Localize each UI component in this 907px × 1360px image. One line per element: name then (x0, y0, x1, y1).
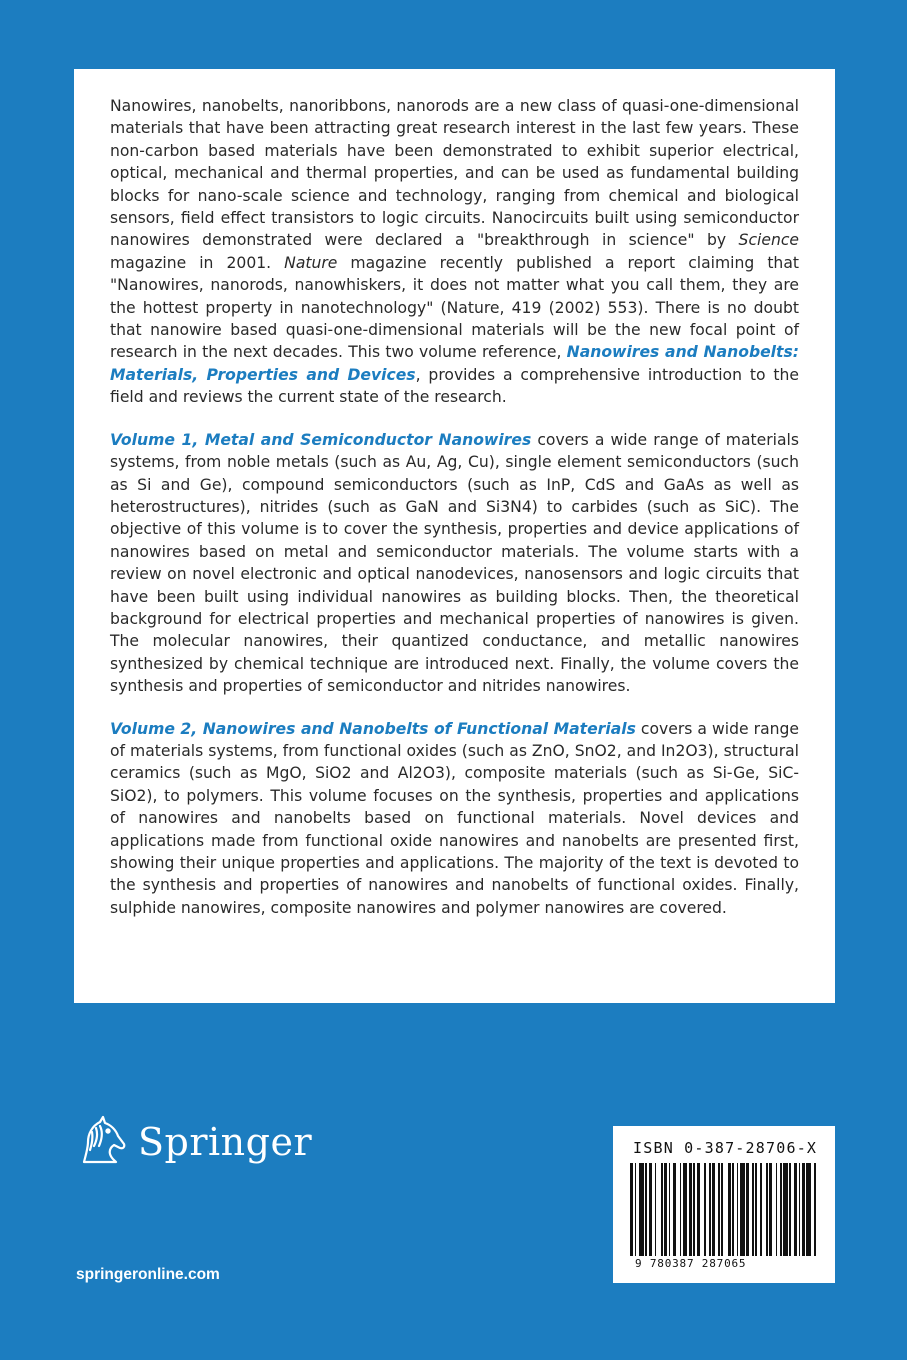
body-text: covers a wide range of materials systems, from noble metals (such as Au, Ag, Cu), single element semiconductors (such as Si and Ge), compound semiconductors (such as InP, CdS and GaAs as well as heterostructures), nitrides (such as GaN and Si3N4) to carbides (such as SiC). The objective of this volume is to cover the synthesis, properties and device applications of nanowires based on metal and semiconductor materials. The volume starts with a review on novel electronic and optical nanodevices, nanosensors and logic circuits that have been built using individual nanowires as building blocks. Then, the theoretical background for electrical properties and mechanical properties of nanowires is given. The molecular nanowires, their quantized conductance, and metallic nanowires synthesized by chemical technique are introduced next. Finally, the volume covers the synthesis and properties of semiconductor and nitrides nanowires. (110, 430, 799, 696)
publisher-name: Springer (138, 1120, 313, 1164)
italic-term: Science (738, 231, 799, 250)
body-text: covers a wide range of materials systems, from functional oxides (such as ZnO, SnO2, and In2O3), structural ceramics (such as MgO, SiO2 and Al2O3), composite materials (such as Si-Ge, SiC- SiO2), to polymers. This volume focuses on the synthesis, properties and applications of nanowires and nanobelts based on functional materials. Novel devices and applications made from functional oxide nanowires and nanobelts are presented first, showing their unique properties and applications. The majority of the text is devoted to the synthesis and properties of nanowires and nanobelts of functional oxides. Finally, sulphide nanowires, composite nanowires and polymer nanowires are covered. (110, 719, 799, 917)
barcode-digits: 9 780387 287065 (635, 1257, 747, 1270)
intro-paragraph (110, 95, 799, 409)
isbn-label: ISBN 0-387-28706-X (633, 1139, 818, 1157)
publisher-website[interactable]: springeronline.com (76, 1266, 220, 1283)
italic-term: Nature (284, 253, 338, 272)
description-panel (74, 69, 835, 1003)
body-text: Nanowires, nanobelts, nanoribbons, nanorods are a new class of quasi-one-dimensional materials that have been attracting great research interest in the last few years. These non-carbon based materials have been demonstrated to exhibit superior electrical, optical, mechanical and thermal properties, and can be used as fundamental building blocks for nano-scale science and technology, ranging from chemical and biological sensors, field effect transistors to logic circuits. Nanocircuits built using semiconductor nanowires demonstrated were declared a "breakthrough in science" by (110, 97, 799, 250)
body-text: magazine recently published a report claiming that "Nanowires, nanorods, nanowhiskers, it does not matter what you call them, they are the hottest property in nanotechnology" (Nature, 419 (2002) 553). There is no doubt that nanowire based quasi-one-dimensional materials will be the new focal point of research in the next decades. This two volume reference, (110, 253, 799, 362)
barcode-bar (816, 1163, 818, 1256)
emphasis-title: Nanowires and Nanobelts: Materials, Properties and Devices (110, 343, 800, 384)
springer-horse-head-icon (74, 1114, 130, 1170)
body-text: magazine in 2001. (110, 253, 285, 272)
barcode (630, 1163, 818, 1256)
isbn-barcode-box (613, 1126, 835, 1283)
emphasis-title: Volume 1, Metal and Semiconductor Nanowires (110, 430, 532, 449)
body-text: , provides a comprehensive introduction to the field and reviews the current state of the research. (110, 365, 799, 407)
emphasis-title: Volume 2, Nanowires and Nanobelts of Functional Materials (110, 719, 636, 738)
volume-1-paragraph (110, 429, 799, 698)
volume-2-paragraph (110, 718, 799, 920)
springer-logo (74, 1112, 314, 1172)
